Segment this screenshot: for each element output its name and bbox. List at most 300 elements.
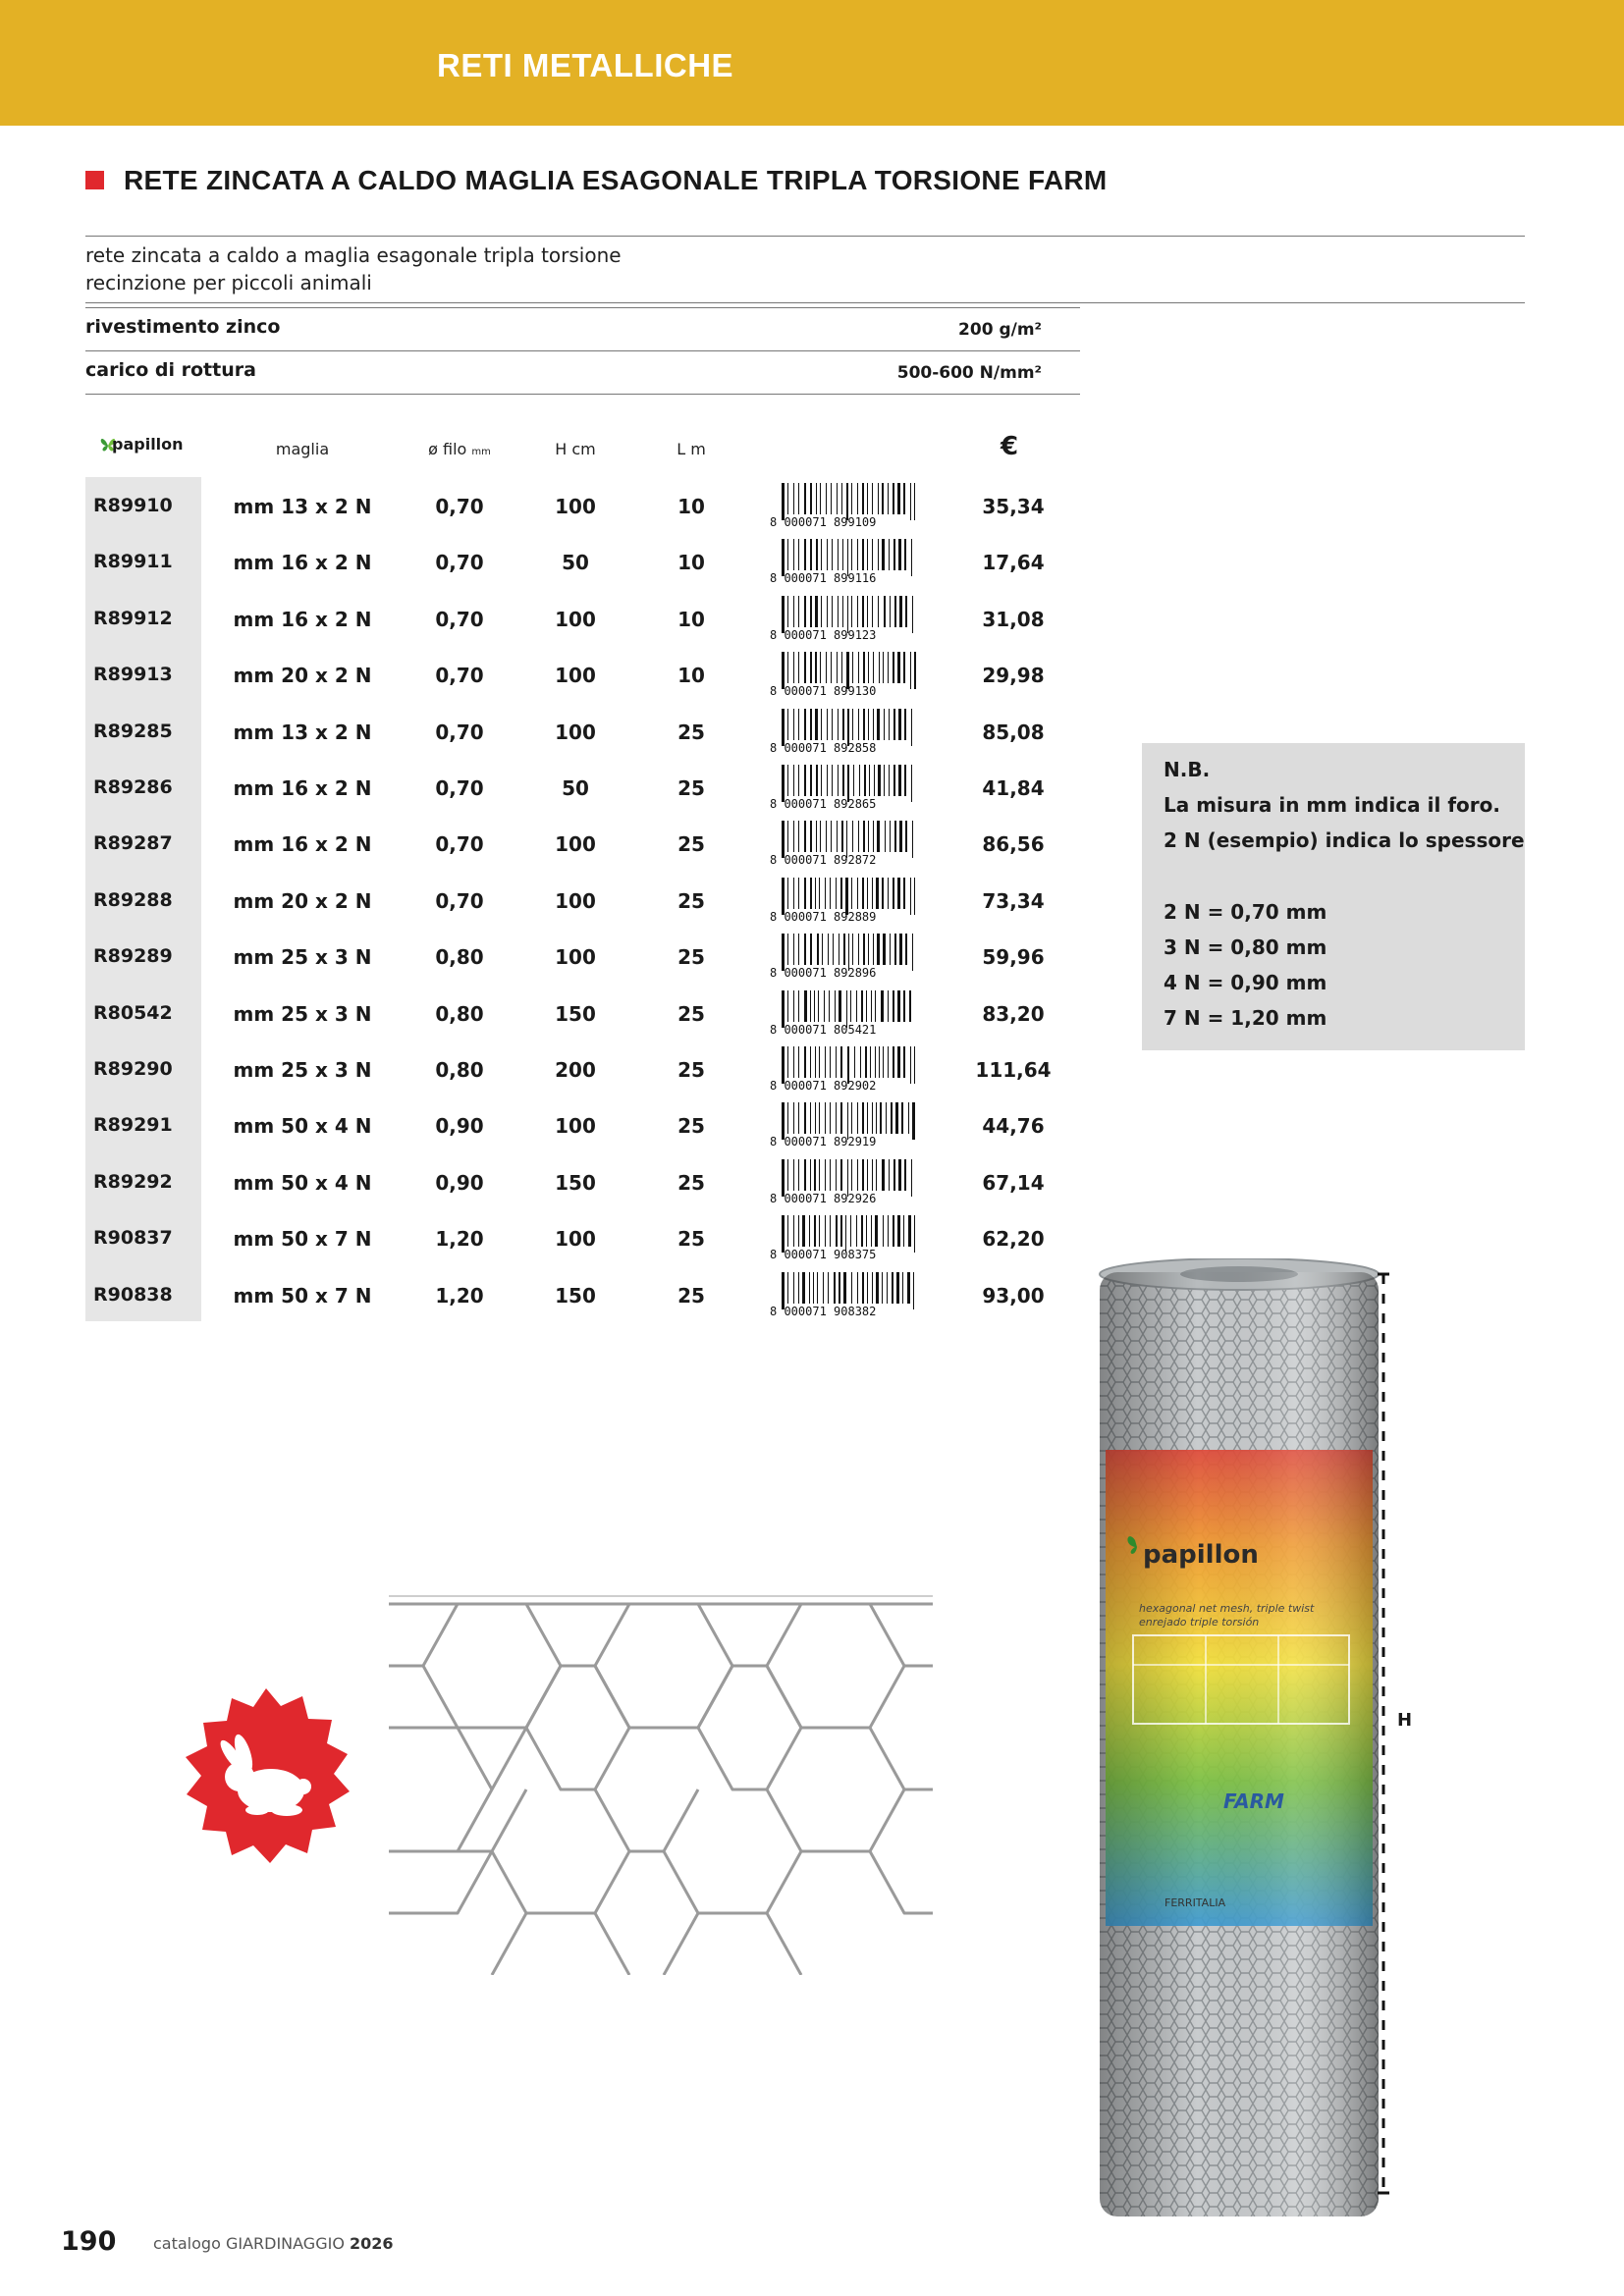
wire-diameter: 0,70 — [435, 607, 484, 631]
barcode-bar — [903, 1046, 905, 1078]
length-m: 10 — [677, 664, 705, 688]
barcode-bar — [912, 821, 913, 858]
spec-rule-mid — [85, 350, 1080, 351]
barcode-bar — [831, 821, 832, 852]
barcode-bar — [793, 1102, 794, 1134]
length-m: 25 — [677, 1001, 705, 1026]
barcode-bar — [860, 1046, 861, 1078]
barcode-bar — [880, 1102, 882, 1134]
mesh-size: mm 25 x 3 N — [233, 1058, 372, 1082]
height-cm: 50 — [562, 776, 589, 800]
price: 17,64 — [982, 551, 1045, 575]
title-rule — [85, 236, 1525, 237]
barcode-bar — [883, 1046, 884, 1078]
barcode-bar — [821, 765, 822, 796]
price: 29,98 — [982, 664, 1045, 688]
wire-diameter: 0,90 — [435, 1170, 484, 1195]
barcode-bar — [836, 1046, 837, 1078]
ean-barcode — [770, 1270, 923, 1317]
barcode-bar — [832, 709, 833, 740]
barcode-bar — [793, 821, 794, 852]
barcode-digits: 8 000071 892872 — [770, 853, 877, 867]
wire-diameter: 0,80 — [435, 945, 484, 970]
barcode-bar — [840, 1215, 842, 1247]
barcode-bar — [876, 1102, 877, 1134]
catalog-prefix: catalogo — [153, 2234, 226, 2253]
barcode-bar — [877, 709, 880, 740]
barcode-bar — [838, 596, 839, 627]
height-cm: 100 — [555, 1114, 596, 1139]
barcode-bar — [868, 821, 869, 852]
barcode-bar — [867, 483, 868, 514]
note-title: N.B. — [1164, 758, 1211, 781]
barcode-bar — [889, 539, 890, 570]
barcode-bar — [899, 934, 902, 965]
hexagonal-mesh-illustration — [389, 1592, 933, 1975]
barcode-bar — [825, 1102, 826, 1134]
barcode-bar — [836, 1215, 838, 1247]
barcode-bar — [902, 1272, 903, 1304]
wire-diameter: 1,20 — [435, 1227, 484, 1252]
barcode-bar — [863, 934, 865, 965]
barcode-bar — [815, 652, 817, 683]
barcode-bar — [897, 652, 900, 683]
barcode-bar — [787, 1215, 788, 1247]
barcode-bar — [851, 539, 852, 570]
barcode-bar — [894, 596, 896, 627]
barcode-bar — [798, 878, 799, 909]
barcode-bar — [882, 878, 884, 909]
barcode-bar — [852, 934, 853, 965]
barcode-bar — [882, 483, 884, 514]
article-code: R90838 — [93, 1283, 173, 1306]
barcode-bar — [804, 1159, 806, 1191]
barcode-bar — [904, 765, 906, 796]
price: 111,64 — [975, 1058, 1052, 1082]
barcode-bar — [840, 1159, 842, 1191]
barcode-bar — [809, 1215, 810, 1247]
height-cm: 100 — [555, 1227, 596, 1252]
price: 35,34 — [982, 495, 1045, 518]
height-cm: 100 — [555, 607, 596, 631]
height-cm: 100 — [555, 888, 596, 913]
barcode-bar — [883, 934, 886, 965]
barcode-bar — [798, 1159, 799, 1191]
barcode-bar — [868, 652, 869, 683]
barcode-bar — [872, 483, 873, 514]
barcode-bar — [851, 1272, 852, 1304]
barcode-bar — [839, 990, 841, 1022]
barcode-bar — [890, 596, 891, 627]
barcode-bar — [903, 878, 905, 909]
ean-barcode — [770, 988, 923, 1036]
wire-diameter: 0,70 — [435, 664, 484, 688]
barcode-bar — [810, 1159, 811, 1191]
barcode-bar — [798, 934, 799, 965]
ean-barcode — [770, 932, 923, 979]
barcode-bar — [827, 596, 828, 627]
barcode-bar — [798, 596, 799, 627]
barcode-bar — [877, 821, 880, 852]
barcode-bar — [793, 1046, 794, 1078]
table-row — [0, 533, 1624, 589]
barcode-bar — [802, 1215, 805, 1247]
barcode-digits: 8 000071 892889 — [770, 909, 877, 923]
barcode-bar — [912, 934, 913, 971]
barcode-bar — [899, 596, 902, 627]
barcode-bar — [867, 878, 868, 909]
barcode-bar — [886, 1102, 887, 1134]
barcode-bar — [853, 765, 854, 796]
barcode-bar — [876, 878, 879, 909]
barcode-digits: 8 000071 892865 — [770, 797, 877, 810]
barcode-bar — [888, 878, 889, 909]
barcode-bar — [858, 709, 859, 740]
barcode-bar — [851, 596, 852, 627]
barcode-bar — [804, 1102, 806, 1134]
barcode-bar — [854, 1046, 855, 1078]
length-m: 25 — [677, 1170, 705, 1195]
mesh-size: mm 50 x 4 N — [233, 1114, 372, 1139]
barcode-bar — [912, 596, 913, 633]
barcode-bar — [787, 765, 788, 796]
category-title: RETI METALLICHE — [437, 47, 734, 83]
height-dimension-line — [1370, 1268, 1397, 2199]
barcode-bar — [909, 990, 911, 1022]
barcode-bar — [873, 652, 874, 683]
mesh-size: mm 50 x 7 N — [233, 1283, 372, 1308]
note-line: 2 N (esempio) indica lo spessore — [1164, 828, 1525, 852]
barcode-bar — [822, 934, 823, 965]
page-number: 190 — [61, 2226, 117, 2257]
ean-barcode — [770, 594, 923, 641]
barcode-bar — [838, 709, 839, 740]
barcode-bar — [793, 1215, 794, 1247]
barcode-bar — [828, 934, 829, 965]
barcode-bar — [787, 1159, 788, 1191]
barcode-bar — [873, 709, 874, 740]
barcode-bar — [890, 934, 891, 965]
barcode-bar — [840, 1102, 842, 1134]
ean-barcode — [770, 537, 923, 584]
barcode-bar — [904, 709, 906, 740]
barcode-bar — [910, 1046, 911, 1084]
barcode-bar — [888, 652, 889, 683]
ean-barcode — [770, 819, 923, 866]
barcode-digits: 8 000071 892926 — [770, 1191, 877, 1204]
article-code: R89910 — [93, 495, 173, 516]
barcode-bar — [798, 652, 799, 683]
length-m: 10 — [677, 495, 705, 518]
price: 67,14 — [982, 1170, 1045, 1195]
barcode-bar — [831, 483, 832, 514]
barcode-bar — [830, 878, 831, 909]
col-head-filo-unit: mm — [471, 447, 491, 457]
barcode-bar — [832, 596, 833, 627]
barcode-bar — [861, 990, 863, 1022]
barcode-bar — [798, 1272, 799, 1304]
barcode-bar — [815, 1102, 816, 1134]
note-line: La misura in mm indica il foro. — [1164, 793, 1500, 817]
barcode-bar — [793, 878, 794, 909]
barcode-bar — [819, 1159, 820, 1191]
barcode-bar — [897, 483, 900, 514]
barcode-bar — [856, 990, 857, 1022]
barcode-bar — [838, 539, 839, 570]
barcode-bar — [858, 934, 859, 965]
barcode-bar — [872, 1272, 873, 1304]
barcode-bar — [841, 483, 842, 514]
barcode-bar — [882, 1272, 883, 1304]
table-row — [0, 1209, 1624, 1265]
barcode-bar — [857, 878, 858, 909]
barcode-bar — [911, 1159, 912, 1197]
barcode-bar — [864, 765, 866, 796]
barcode-bar — [804, 821, 806, 852]
barcode-bar — [876, 1272, 879, 1304]
barcode-bar — [825, 1046, 826, 1078]
barcode-bar — [787, 878, 788, 909]
barcode-bar — [851, 878, 852, 909]
ean-barcode — [770, 1157, 923, 1204]
barcode-bar — [798, 821, 799, 852]
barcode-bar — [804, 483, 806, 514]
barcode-bar — [893, 652, 894, 683]
length-m: 25 — [677, 888, 705, 913]
barcode-bar — [810, 765, 812, 796]
barcode-bar — [875, 1046, 876, 1078]
barcode-bar — [835, 990, 836, 1022]
price: 59,96 — [982, 945, 1045, 970]
barcode-bar — [787, 1046, 788, 1078]
barcode-bar — [910, 483, 911, 520]
barcode-bar — [840, 1046, 842, 1078]
barcode-bar — [810, 990, 811, 1022]
barcode-bar — [893, 1159, 895, 1191]
barcode-bar — [798, 1102, 799, 1134]
barcode-bar — [830, 1159, 831, 1191]
barcode-bar — [843, 934, 845, 965]
col-head-h: H cm — [555, 440, 596, 458]
barcode-bar — [810, 878, 812, 909]
barcode-bar — [879, 1046, 880, 1078]
length-m: 10 — [677, 607, 705, 631]
barcode-bar — [816, 765, 818, 796]
barcode-bar — [872, 539, 873, 570]
barcode-bar — [908, 1215, 911, 1247]
note-line: 7 N = 1,20 mm — [1164, 1006, 1327, 1030]
barcode-bar — [867, 1102, 868, 1134]
barcode-digits: 8 000071 892902 — [770, 1079, 877, 1092]
barcode-bar — [898, 1159, 901, 1191]
table-row — [0, 646, 1624, 702]
barcode-digits: 8 000071 805421 — [770, 1022, 877, 1036]
barcode-bar — [907, 1272, 910, 1304]
barcode-bar — [857, 1102, 858, 1134]
barcode-digits: 8 000071 892896 — [770, 966, 877, 980]
article-code: R90837 — [93, 1227, 173, 1250]
barcode-bar — [804, 934, 806, 965]
barcode-bar — [888, 483, 889, 514]
barcode-bar — [897, 878, 900, 909]
barcode-bar — [911, 709, 912, 746]
barcode-bar — [897, 1215, 900, 1247]
article-code: R89290 — [93, 1058, 173, 1080]
price: 41,84 — [982, 776, 1045, 800]
height-dimension-label: H — [1397, 1710, 1413, 1731]
price: 31,08 — [982, 607, 1045, 631]
barcode-bar — [883, 1215, 884, 1247]
price: 73,34 — [982, 888, 1045, 913]
barcode-bar — [893, 539, 895, 570]
ean-barcode — [770, 1100, 923, 1148]
barcode-bar — [892, 1272, 893, 1304]
barcode-bar — [894, 821, 896, 852]
table-row — [0, 1153, 1624, 1209]
wire-diameter: 0,80 — [435, 1001, 484, 1026]
barcode-bar — [859, 765, 860, 796]
wire-diameter: 0,70 — [435, 888, 484, 913]
barcode-bar — [871, 990, 872, 1022]
barcode-bar — [869, 765, 870, 796]
barcode-bar — [898, 709, 901, 740]
barcode-bar — [836, 878, 837, 909]
barcode-bar — [862, 483, 864, 514]
barcode-bar — [810, 821, 812, 852]
barcode-bar — [787, 934, 788, 965]
article-code: R89291 — [93, 1114, 173, 1137]
barcode-bar — [910, 652, 911, 689]
barcode-bar — [868, 934, 869, 965]
barcode-bar — [836, 1102, 837, 1134]
wire-diameter: 1,20 — [435, 1283, 484, 1308]
barcode-bar — [843, 1272, 846, 1304]
barcode-bar — [867, 1272, 868, 1304]
barcode-bar — [884, 765, 885, 796]
wire-diameter: 0,70 — [435, 551, 484, 575]
barcode-bar — [787, 652, 788, 683]
barcode-bar — [858, 652, 859, 683]
barcode-bar — [820, 821, 821, 852]
barcode-bar — [820, 652, 821, 683]
height-cm: 150 — [555, 1283, 596, 1308]
height-cm: 50 — [562, 551, 589, 575]
barcode-bar — [798, 990, 799, 1022]
barcode-bar — [888, 1046, 889, 1078]
barcode-bar — [834, 1272, 836, 1304]
article-code: R89286 — [93, 776, 173, 798]
barcode-bar — [821, 539, 822, 570]
length-m: 25 — [677, 832, 705, 857]
barcode-bar — [861, 1215, 863, 1247]
papillon-logo-text: papillon — [112, 435, 184, 454]
wire-diameter: 0,70 — [435, 495, 484, 518]
barcode-bar — [914, 1215, 915, 1253]
barcode-bar — [830, 1046, 831, 1078]
barcode-bar — [867, 539, 868, 570]
barcode-bar — [897, 1046, 900, 1078]
barcode-bar — [872, 596, 873, 627]
mesh-size: mm 50 x 4 N — [233, 1170, 372, 1195]
barcode-bar — [874, 765, 875, 796]
barcode-bar — [896, 1272, 899, 1304]
col-head-maglia: maglia — [275, 440, 330, 458]
barcode-bar — [830, 1102, 831, 1134]
barcode-bar — [810, 483, 812, 514]
description-rule — [85, 302, 1525, 303]
catalog-year: 2026 — [350, 2234, 394, 2253]
barcode-digits: 8 000071 908382 — [770, 1304, 877, 1317]
height-cm: 100 — [555, 945, 596, 970]
barcode-digits: 8 000071 899130 — [770, 684, 877, 698]
barcode-bar — [850, 1215, 851, 1247]
barcode-bar — [876, 1159, 877, 1191]
package-caption-1: hexagonal net mesh, triple twist — [1139, 1602, 1315, 1615]
table-row — [0, 1096, 1624, 1152]
barcode-bar — [793, 709, 794, 740]
barcode-bar — [881, 990, 884, 1022]
height-cm: 100 — [555, 495, 596, 518]
barcode-bar — [903, 1215, 904, 1247]
barcode-bar — [787, 990, 788, 1022]
barcode-bar — [868, 709, 869, 740]
barcode-bar — [893, 990, 894, 1022]
barcode-bar — [893, 878, 894, 909]
barcode-bar — [828, 1272, 829, 1304]
length-m: 25 — [677, 1283, 705, 1308]
barcode-bar — [878, 596, 879, 627]
barcode-bar — [858, 821, 859, 852]
package-farm-label: FARM — [1223, 1789, 1284, 1813]
barcode-bar — [842, 539, 843, 570]
barcode-bar — [838, 765, 839, 796]
barcode-bar — [826, 652, 827, 683]
length-m: 25 — [677, 776, 705, 800]
barcode-bar — [863, 821, 865, 852]
barcode-bar — [857, 1159, 858, 1191]
price: 93,00 — [982, 1283, 1045, 1308]
barcode-bar — [893, 483, 894, 514]
ean-barcode — [770, 1044, 923, 1092]
barcode-bar — [809, 1272, 810, 1304]
article-code: R89913 — [93, 664, 173, 686]
barcode-bar — [793, 1272, 794, 1304]
package-caption-2: enrejado triple torsión — [1139, 1616, 1260, 1629]
price: 44,76 — [982, 1114, 1045, 1139]
barcode-bar — [793, 539, 794, 570]
barcode-bar — [873, 934, 874, 965]
mesh-size: mm 16 x 2 N — [233, 607, 372, 631]
barcode-bar — [862, 1272, 864, 1304]
mesh-size: mm 13 x 2 N — [233, 720, 372, 744]
barcode-bar — [882, 539, 885, 570]
barcode-bar — [862, 878, 864, 909]
barcode-bar — [820, 483, 821, 514]
article-code: R89911 — [93, 551, 173, 573]
barcode-bar — [889, 1159, 890, 1191]
col-head-price: € — [1000, 432, 1019, 461]
barcode-bar — [837, 483, 838, 514]
barcode-bar — [787, 596, 788, 627]
note-box — [1142, 743, 1525, 1050]
barcode-bar — [872, 1159, 873, 1191]
barcode-bar — [893, 1215, 894, 1247]
barcode-digits: 8 000071 892919 — [770, 1135, 877, 1148]
barcode-bar — [865, 1046, 867, 1078]
barcode-bar — [821, 709, 822, 740]
barcode-bar — [841, 652, 842, 683]
barcode-bar — [829, 990, 830, 1022]
